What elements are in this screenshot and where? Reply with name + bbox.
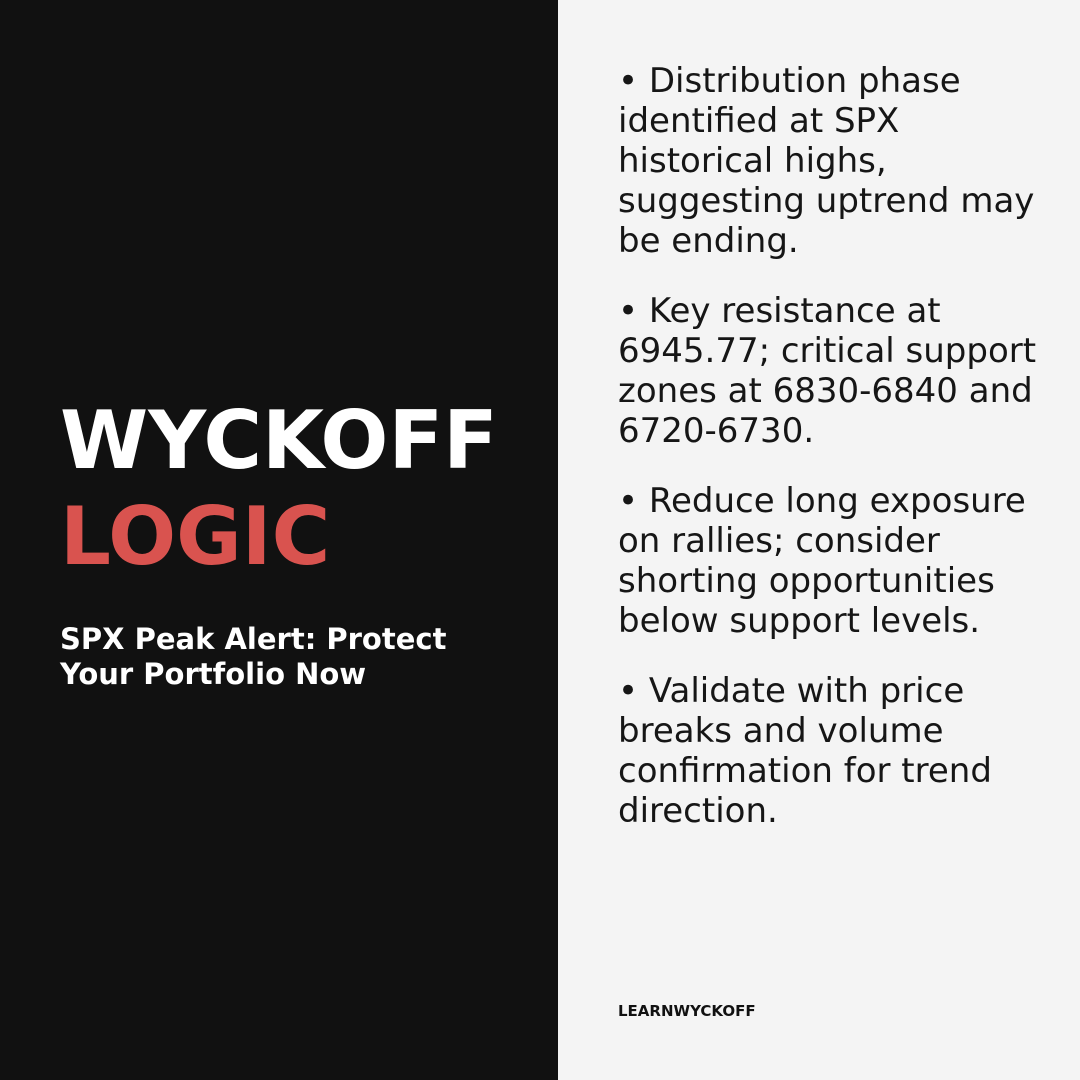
brand-title-line-2: LOGIC <box>60 490 331 583</box>
brand-title-line-1: WYCKOFF <box>60 394 498 487</box>
bullet-item: • Key resistance at 6945.77; critical support zones at 6830-6840 and 6720-6730. <box>618 291 1037 451</box>
right-panel <box>558 0 1080 1080</box>
bullet-item: • Distribution phase identified at SPX historical highs, suggesting uptrend may be ending. <box>618 61 1035 261</box>
bullet-item: • Validate with price breaks and volume confirmation for trend direction. <box>618 671 992 831</box>
headline-subtitle: SPX Peak Alert: Protect Your Portfolio Now <box>60 622 447 691</box>
footer-brand: LEARNWYCKOFF <box>618 1002 756 1020</box>
bullet-list <box>618 61 1038 861</box>
brand-title <box>60 393 498 585</box>
bullet-item: • Reduce long exposure on rallies; consider shorting opportunities below support levels. <box>618 481 1026 641</box>
